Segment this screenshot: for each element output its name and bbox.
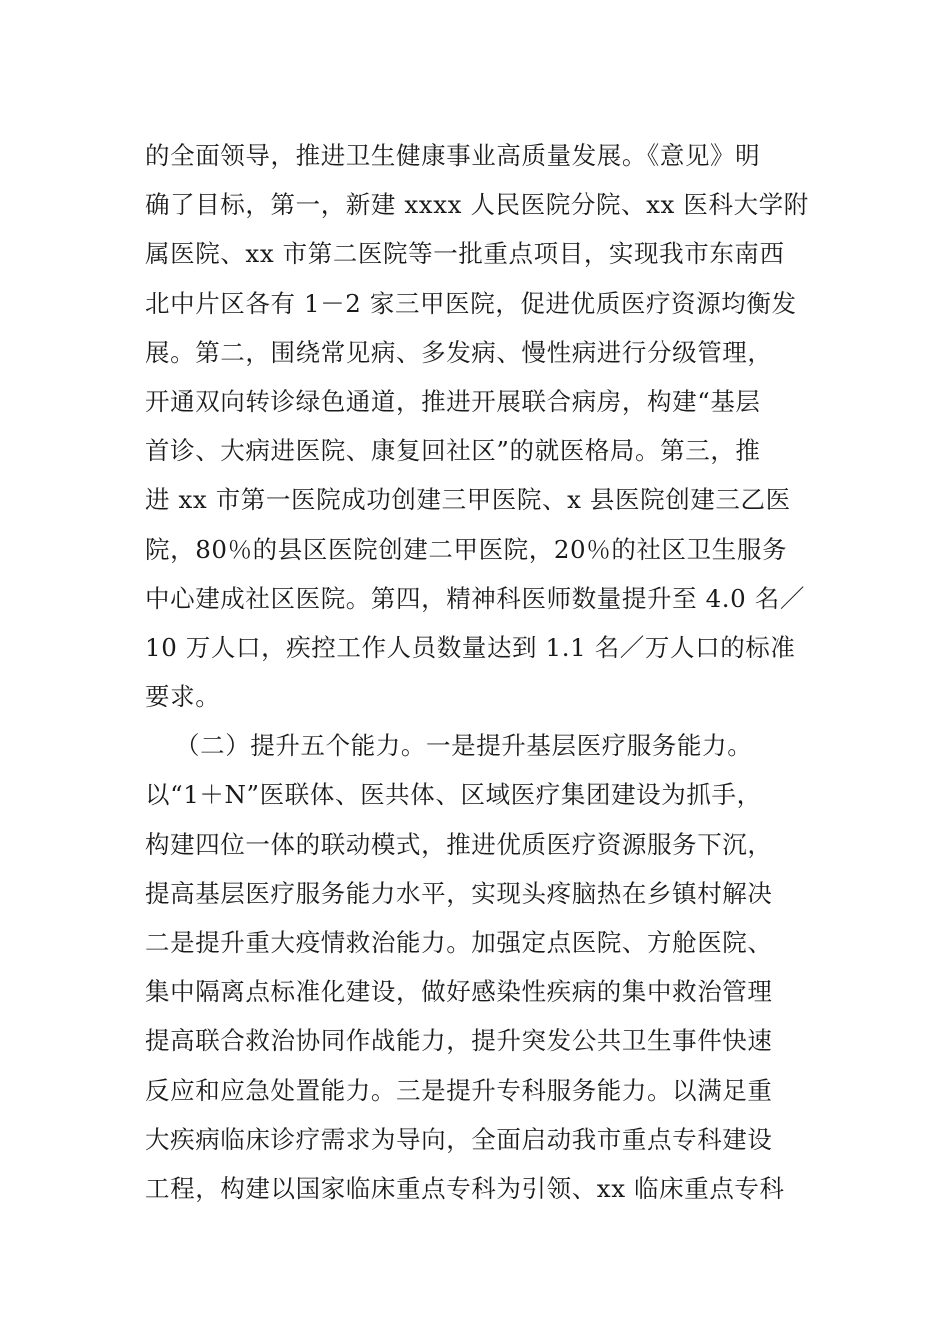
text-line-6: 开通双向转诊绿色通道，推进开展联合病房，构建“基层	[145, 386, 761, 416]
body-text	[145, 131, 810, 1213]
text-line-17: 二是提升重大疫情救治能力。加强定点医院、方舱医院、	[145, 928, 773, 957]
text-line-8: 进 xx 市第一医院成功创建三甲医院、x 县医院创建三乙医	[145, 485, 791, 515]
text-line-19: 提高联合救治协同作战能力，提升突发公共卫生事件快速	[145, 1026, 773, 1056]
text-line-5: 展。第二，围绕常见病、多发病、慢性病进行分级管理，	[145, 337, 773, 367]
text-line-21: 大疾病临床诊疗需求为导向，全面启动我市重点专科建设	[145, 1124, 773, 1154]
text-line-15: 构建四位一体的联动模式，推进优质医疗资源服务下沉，	[145, 829, 773, 859]
text-line-11: 10 万人口，疾控工作人员数量达到 1.1 名／万人口的标准	[145, 632, 796, 662]
text-line-10: 中心建成社区医院。第四，精神科医师数量提升至 4.0 名／	[145, 583, 805, 613]
text-line-9: 院，80％的县区医院创建二甲医院，20％的社区卫生服务	[145, 534, 788, 564]
text-line-14: 以“1＋N”医联体、医共体、区域医疗集团建设为抓手，	[145, 780, 762, 810]
text-line-22: 工程，构建以国家临床重点专科为引领、xx 临床重点专科	[145, 1173, 785, 1203]
text-line-4: 北中片区各有 1－2 家三甲医院，促进优质医疗资源均衡发	[145, 288, 797, 318]
text-line-16: 提高基层医疗服务能力水平，实现头疼脑热在乡镇村解决	[145, 878, 773, 908]
paragraph-heading-line: （二）提升五个能力。一是提升基层医疗服务能力。	[175, 731, 753, 761]
text-line-1: 的全面领导，推进卫生健康事业高质量发展。《意见》明	[145, 141, 761, 170]
text-line-3: 属医院、xx 市第二医院等一批重点项目，实现我市东南西	[145, 239, 785, 269]
text-line-7: 首诊、大病进医院、康复回社区”的就医格局。第三，推	[145, 436, 761, 466]
text-line-12: 要求。	[145, 682, 221, 712]
text-line-2: 确了目标，第一，新建 xxxx 人民医院分院、xx 医科大学附	[145, 190, 809, 220]
text-line-20: 反应和应急处置能力。三是提升专科服务能力。以满足重	[145, 1075, 773, 1105]
text-line-18: 集中隔离点标准化建设，做好感染性疾病的集中救治管理	[145, 977, 773, 1007]
